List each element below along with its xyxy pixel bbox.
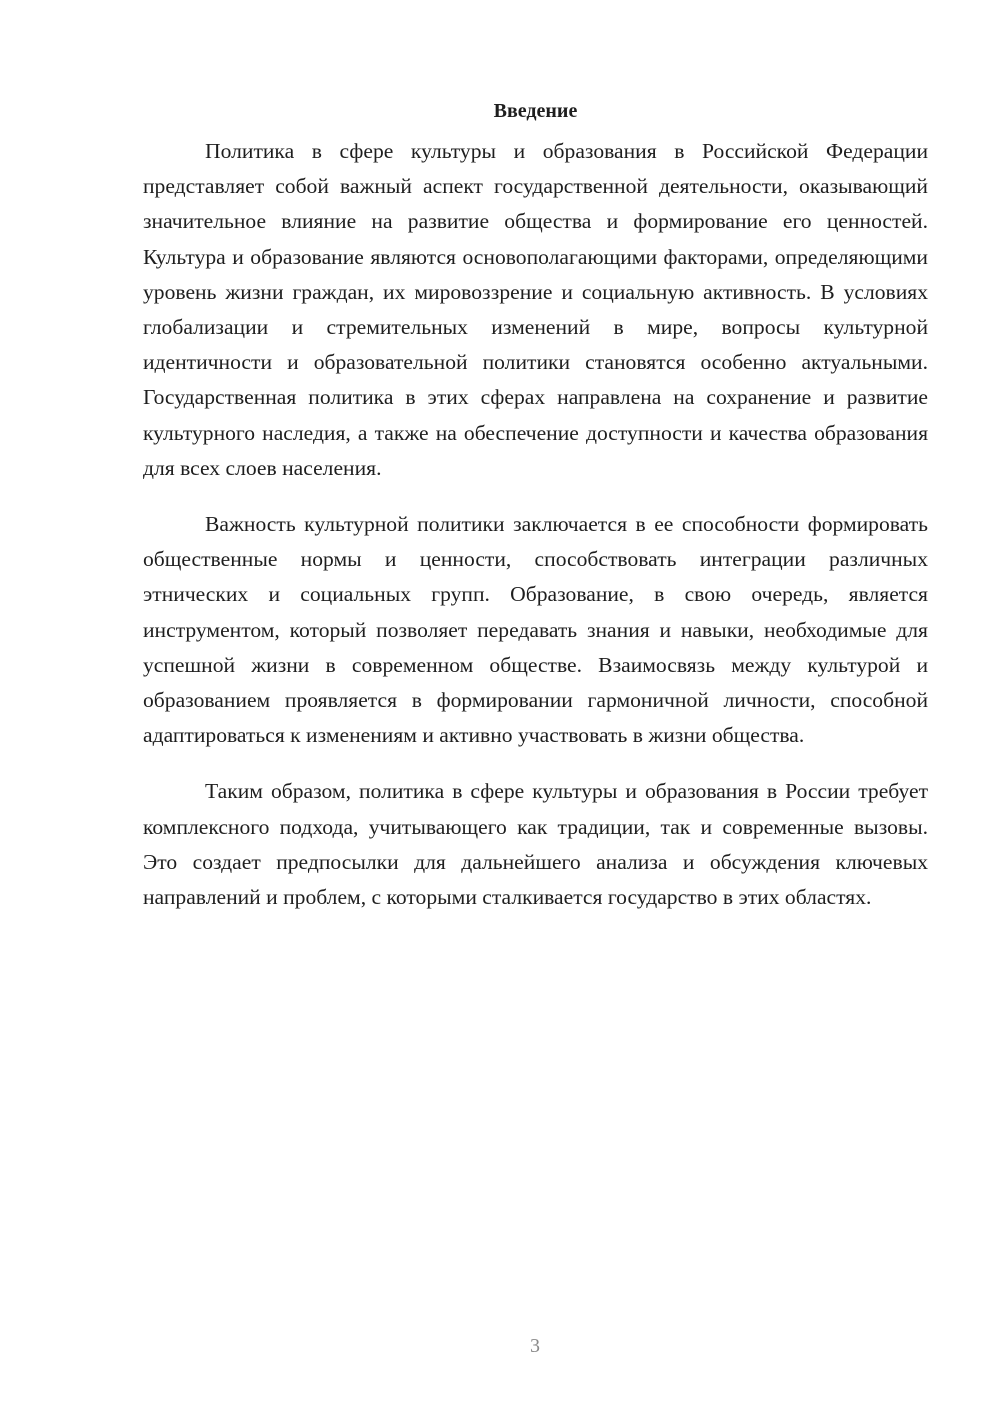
paragraph-importance: Важность культурной политики заключается в ее способности формировать общественные нормы и ценности, способствовать интеграции различных этнических и социальных групп. Образование, в свою очередь, является инструментом, который позволяет передавать знания и навыки, необходимые для успешной жизни в современном обществе. Взаимосвязь между культурой и образованием проявляется в формировании гармоничной личности, способной адаптироваться к изменениям и активно участвовать в жизни общества. — [143, 512, 928, 748]
paragraph-conclusion: Таким образом, политика в сфере культуры и образования в России требует комплексного подхода, учитывающего как традиции, так и современные вызовы. Это создает предпосылки для дальнейшего анализа и обсуждения ключевых направлений и проблем, с которыми сталкивается государство в этих областях. — [143, 779, 928, 910]
section-heading: Введение — [493, 100, 578, 122]
paragraph-intro: Политика в сфере культуры и образования в Российской Федерации представляет собой важный аспект государственной деятельности, оказывающий значительное влияние на развитие общества и формирование его ценностей. Культура и образование являются основополагающими факторами, определяющими уровень жизни граждан, их мировоззрение и социальную активность. В условиях глобализации и стремительных изменений в мире, вопросы культурной идентичности и образовательной политики становятся особенно актуальными. Государственная политика в этих сферах направлена на сохранение и развитие культурного наследия, а также на обеспечение доступности и качества образования для всех слоев населения. — [143, 139, 928, 480]
page-number: 3 — [530, 1335, 540, 1357]
document-body — [143, 92, 928, 936]
